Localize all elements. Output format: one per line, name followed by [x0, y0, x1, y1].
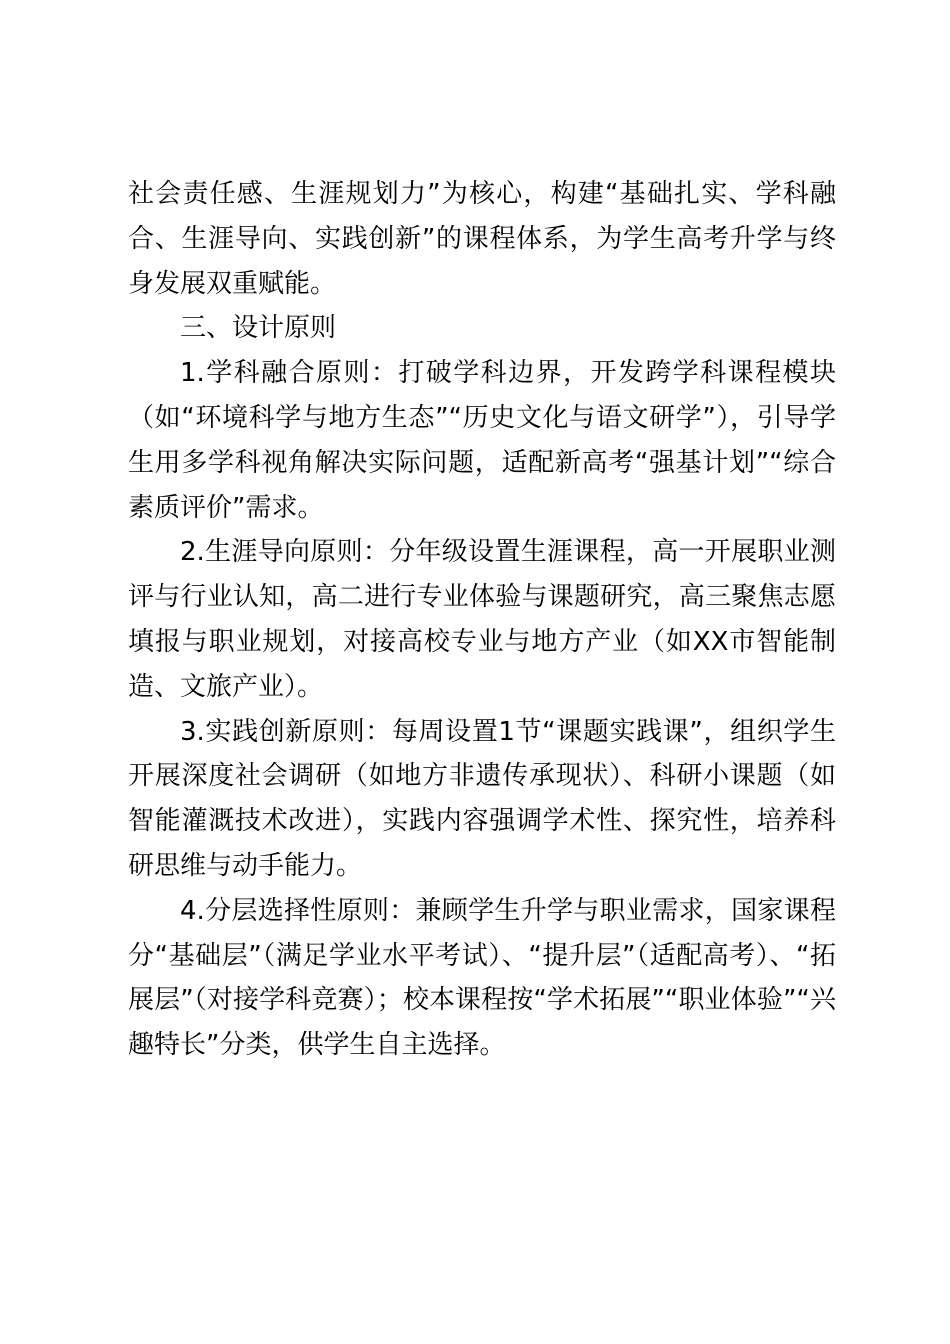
paragraph-continuation: 社会责任感、生涯规划力”为核心，构建“基础扎实、学科融合、生涯导向、实践创新”的课程体系，为学生高考升学与终身发展双重赋能。	[128, 179, 836, 299]
paragraph-principle-1: 1.学科融合原则：打破学科边界，开发跨学科课程模块（如“环境科学与地方生态”“历史文化与语文研学”），引导学生用多学科视角解决实际问题，适配新高考“强基计划”“综合素质评价”需求。	[128, 358, 836, 523]
section-heading: 三、设计原则	[180, 313, 337, 344]
paragraph-principle-3: 3.实践创新原则：每周设置1节“课题实践课”，组织学生开展深度社会调研（如地方非遗传承现状）、科研小课题（如智能灌溉技术改进），实践内容强调学术性、探究性，培养科研思维与动手能力。	[128, 716, 836, 881]
document-body	[128, 172, 836, 1068]
paragraph-principle-2: 2.生涯导向原则：分年级设置生涯课程，高一开展职业测评与行业认知，高二进行专业体验与课题研究，高三聚焦志愿填报与职业规划，对接高校专业与地方产业（如XX市智能制造、文旅产业）。	[128, 537, 836, 702]
paragraph-principle-4: 4.分层选择性原则：兼顾学生升学与职业需求，国家课程分“基础层”（满足学业水平考试）、“提升层”（适配高考）、“拓展层”（对接学科竞赛）；校本课程按“学术拓展”“职业体验”“兴趣特长”分类，供学生自主选择。	[128, 895, 836, 1061]
